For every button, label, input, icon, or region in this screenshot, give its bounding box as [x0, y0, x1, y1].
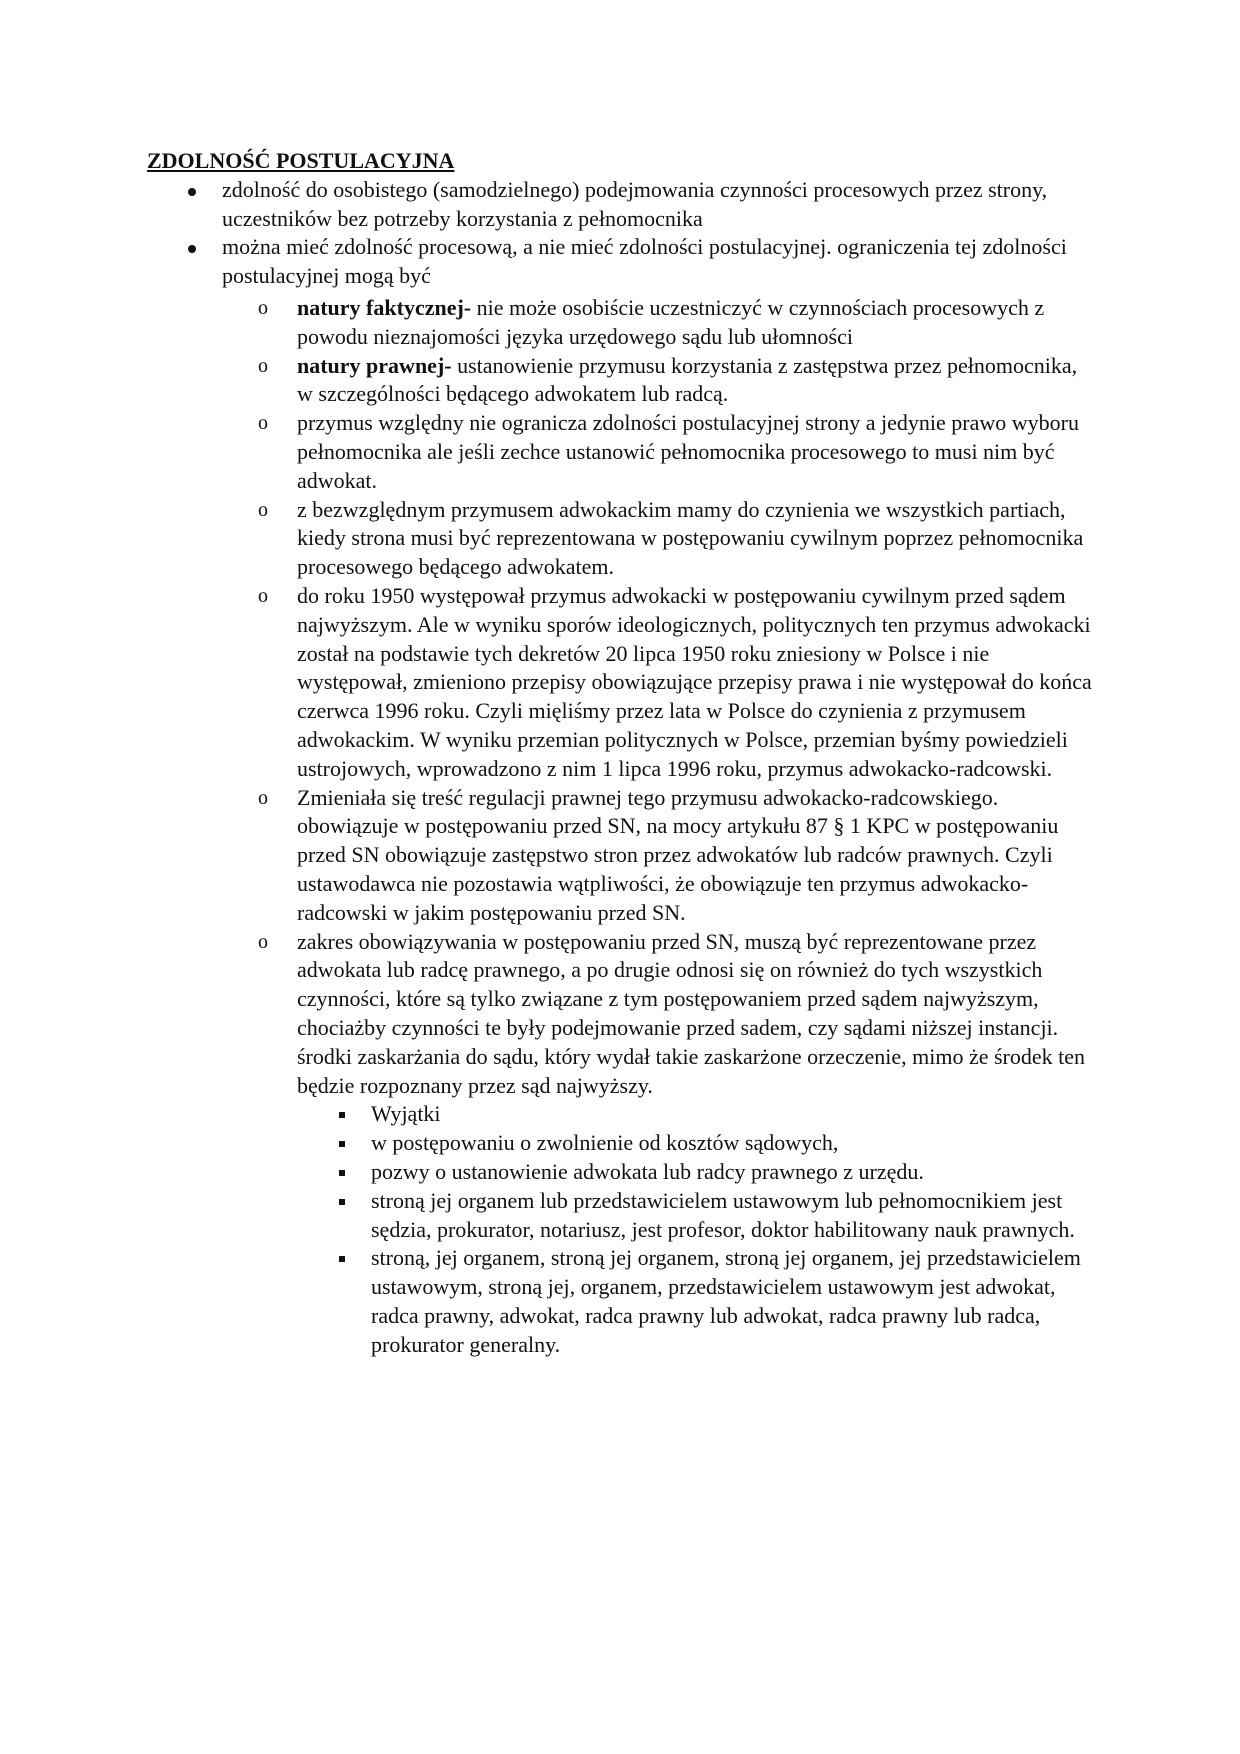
sub-item-bold-lead: natury prawnej- — [297, 352, 452, 378]
nested-item-text: w postępowaniu o zwolnienie od kosztów sądowych, — [371, 1130, 839, 1156]
square-bullet-icon — [339, 1141, 345, 1147]
sub-item-text: zakres obowiązywania w postępowaniu przed SN, muszą być reprezentowane przez adwokata lub radcę prawnego, a po drugie odnosi się on również do tych wszystkich czynności, które są tylko związane z tym postępowaniem przed sądem najwyższym, chociażby czynności te były podejmowanie przed sadem, czy sądami niższej instancji. środki zaskarżania do sądu, który wydał takie zaskarżone orzeczenie, mimo że środek ten będzie rozpoznany przez sąd najwyższy. — [297, 928, 1086, 1098]
nested-list-item — [333, 1187, 1098, 1245]
document-title: ZDOLNOŚĆ POSTULACYJNA — [147, 148, 455, 173]
disc-bullet-icon — [188, 245, 196, 253]
list-item — [180, 233, 1110, 290]
list-item-text: można mieć zdolność procesową, a nie mieć zdolności postulacyjnej. ograniczenia tej zdolności postulacyjnej mogą być — [222, 234, 1067, 288]
sub-list-item — [258, 496, 1098, 582]
sub-list — [258, 294, 1098, 1359]
square-bullet-icon — [339, 1256, 345, 1262]
square-bullet-icon — [339, 1199, 345, 1205]
circle-bullet-icon: o — [258, 786, 268, 809]
nested-list — [333, 1100, 1098, 1359]
nested-item-text: stroną jej organem lub przedstawicielem ustawowym lub pełnomocnikiem jest sędzia, prokurator, notariusz, jest profesor, doktor habilitowany nauk prawnych. — [371, 1187, 1075, 1242]
square-bullet-icon — [339, 1170, 345, 1176]
nested-item-text: Wyjątki — [371, 1101, 441, 1127]
sub-item-text: ustanowienie przymusu korzystania z zastępstwa przez pełnomocnika, w szczególności będącego adwokatem lub radcą. — [297, 352, 1078, 407]
sub-list-item — [258, 784, 1098, 928]
circle-bullet-icon: o — [258, 584, 268, 607]
circle-bullet-icon: o — [258, 297, 268, 319]
nested-list-item — [333, 1158, 1098, 1187]
nested-list-item — [333, 1100, 1098, 1129]
disc-bullet-icon — [188, 188, 196, 196]
sub-list-item — [258, 409, 1098, 495]
circle-bullet-icon: o — [258, 930, 268, 953]
nested-list-item — [333, 1244, 1098, 1359]
top-level-list — [180, 176, 1110, 290]
nested-item-text: pozwy o ustanowienie adwokata lub radcy prawnego z urzędu. — [371, 1158, 924, 1184]
nested-item-text: stroną, jej organem, stroną jej organem, stroną jej organem, jej przedstawicielem ustawowym, stroną jej, organem, przedstawicielem ustawowym jest adwokat, radca prawny, adwokat, radca prawny lub adwokat, radca prawny lub radca, prokurator generalny. — [371, 1245, 1081, 1357]
circle-bullet-icon: o — [258, 412, 268, 435]
circle-bullet-icon: o — [258, 498, 268, 521]
list-item-text: zdolność do osobistego (samodzielnego) podejmowania czynności procesowych przez strony, uczestników bez potrzeby korzystania z pełnomocnika — [222, 177, 1048, 231]
sub-list-item — [258, 928, 1098, 1360]
circle-bullet-icon: o — [258, 354, 268, 377]
sub-item-text: przymus względny nie ogranicza zdolności postulacyjnej strony a jedynie prawo wyboru pełnomocnika ale jeśli zechce ustanowić pełnomocnika procesowego to musi nim być adwokat. — [297, 410, 1079, 493]
sub-item-text: z bezwzględnym przymusem adwokackim mamy do czynienia we wszystkich partiach, kiedy strona musi być reprezentowana w postępowaniu cywilnym poprzez pełnomocnika procesowego będącego adwokatem. — [297, 496, 1084, 580]
sub-item-text: Zmieniała się treść regulacji prawnej tego przymusu adwokacko-radcowskiego. obowiązuje w postępowaniu przed SN, na mocy artykułu 87 § 1 KPC w postępowaniu przed SN obowiązuje zastępstwo stron przez adwokatów lub radców prawnych. Czyli ustawodawca nie pozostawia wątpliwości, że obowiązuje ten przymus adwokacko-radcowski w jakim postępowaniu przed SN. — [297, 784, 1059, 925]
sub-item-bold-lead: natury faktycznej- — [297, 295, 472, 320]
sub-item-text: nie może osobiście uczestniczyć w czynnościach procesowych z powodu nieznajomości języka urzędowego sądu lub ułomności — [297, 295, 1045, 349]
sub-list-item — [258, 582, 1098, 784]
sub-list-item — [258, 352, 1098, 410]
square-bullet-icon — [339, 1112, 345, 1118]
sub-list-item — [258, 294, 1098, 352]
nested-list-item — [333, 1129, 1098, 1158]
sub-item-text: do roku 1950 występował przymus adwokacki w postępowaniu cywilnym przed sądem najwyższym. Ale w wyniku sporów ideologicznych, politycznych ten przymus adwokacki został na podstawie tych dekretów 20 lipca 1950 roku zniesiony w Polsce i nie występował, zmieniono przepisy obowiązujące przepisy prawa i nie występował do końca czerwca 1996 roku. Czyli mięliśmy przez lata w Polsce do czynienia z przymusem adwokackim. W wyniku przemian politycznych w Polsce, przemian byśmy powiedzieli ustrojowych, wprowadzono z nim 1 lipca 1996 roku, przymus adwokacko-radcowski. — [297, 582, 1092, 781]
list-item — [180, 176, 1110, 233]
